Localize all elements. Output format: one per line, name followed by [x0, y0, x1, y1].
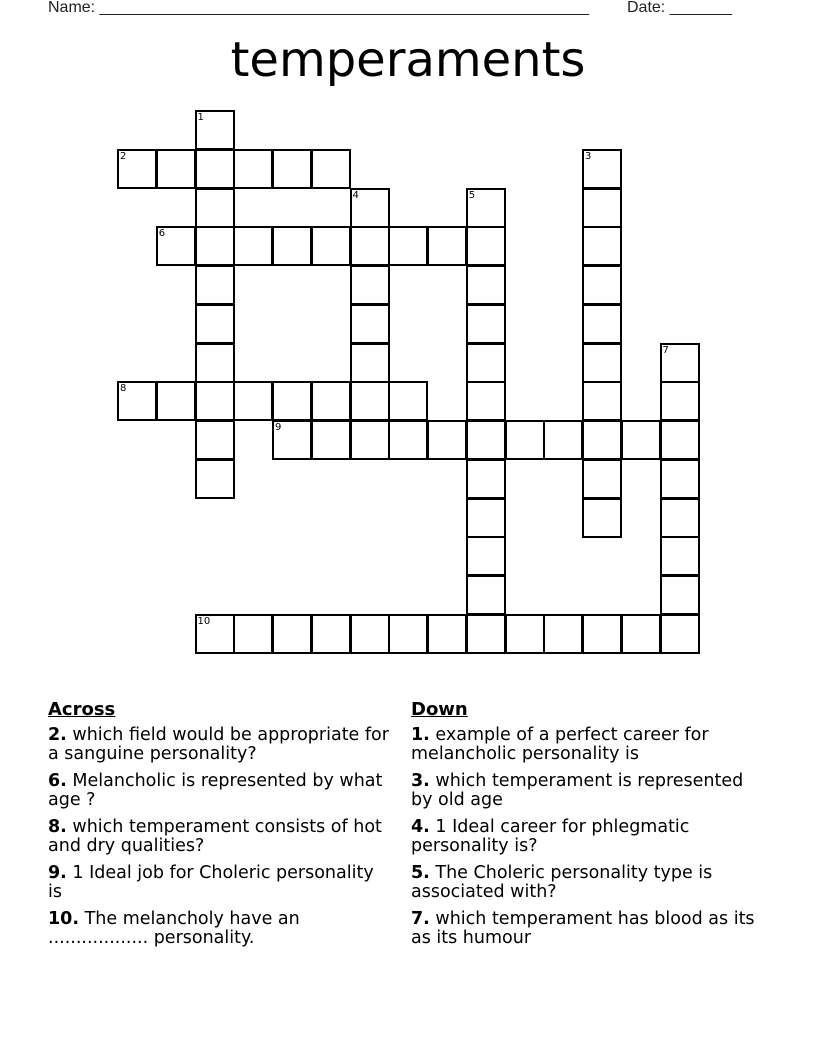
- grid-cell[interactable]: [466, 265, 506, 305]
- grid-cell[interactable]: [195, 188, 235, 228]
- grid-cell[interactable]: [272, 149, 312, 189]
- grid-cell[interactable]: [466, 536, 506, 576]
- grid-cell[interactable]: [350, 188, 390, 228]
- grid-cell[interactable]: [311, 381, 351, 421]
- grid-cell[interactable]: [660, 614, 700, 654]
- grid-cell[interactable]: [117, 381, 157, 421]
- grid-cell[interactable]: [272, 420, 312, 460]
- grid-cell[interactable]: [582, 459, 622, 499]
- across-clue: 8. which temperament consists of hot and dry qualities?: [48, 817, 382, 856]
- grid-cell[interactable]: [466, 459, 506, 499]
- name-field-label: Name: _______________________________________________________: [48, 0, 589, 16]
- grid-cell[interactable]: [195, 420, 235, 460]
- down-clue: 5. The Choleric personality type is associated with?: [411, 863, 713, 902]
- down-clue: 4. 1 Ideal career for phlegmatic personality is?: [411, 817, 690, 856]
- grid-cell[interactable]: [233, 614, 273, 654]
- grid-cell[interactable]: [427, 420, 467, 460]
- clue-number: 6: [158, 228, 166, 240]
- clue-number: 1: [197, 112, 204, 123]
- grid-cell[interactable]: [582, 265, 622, 305]
- grid-cell[interactable]: [582, 226, 622, 266]
- grid-cell[interactable]: [466, 381, 506, 421]
- across-clue: 6. Melancholic is represented by what age ?: [48, 771, 383, 810]
- grid-cell[interactable]: [195, 110, 235, 150]
- grid-cell[interactable]: [311, 226, 351, 266]
- grid-cell[interactable]: [466, 575, 506, 615]
- grid-cell[interactable]: [350, 226, 390, 266]
- clue-number: 4: [352, 189, 359, 201]
- grid-cell[interactable]: [660, 381, 700, 421]
- grid-cell[interactable]: [195, 614, 235, 654]
- grid-cell[interactable]: [272, 381, 312, 421]
- grid-cell[interactable]: [466, 614, 506, 654]
- grid-cell[interactable]: [543, 614, 583, 654]
- grid-cell[interactable]: [195, 149, 235, 189]
- grid-cell[interactable]: [272, 226, 312, 266]
- grid-cell[interactable]: [350, 304, 390, 344]
- grid-cell[interactable]: [311, 420, 351, 460]
- grid-cell[interactable]: [660, 536, 700, 576]
- grid-cell[interactable]: [466, 226, 506, 266]
- grid-cell[interactable]: [505, 614, 545, 654]
- grid-cell[interactable]: [543, 420, 583, 460]
- grid-cell[interactable]: [117, 149, 157, 189]
- grid-cell[interactable]: [660, 343, 700, 383]
- grid-cell[interactable]: [195, 304, 235, 344]
- down-clue: 3. which temperament is represented by old age: [411, 771, 744, 810]
- date-field-label: Date: _______: [627, 0, 732, 16]
- down-clue: 1. example of a perfect career for melancholic personality is: [411, 725, 709, 764]
- across-heading: Across: [48, 699, 116, 720]
- down-clues: [411, 700, 756, 956]
- grid-cell[interactable]: [311, 614, 351, 654]
- clue-number: 7: [662, 344, 669, 356]
- grid-cell[interactable]: [233, 226, 273, 266]
- grid-cell[interactable]: [582, 614, 622, 654]
- grid-cell[interactable]: [621, 614, 661, 654]
- grid-cell[interactable]: [582, 149, 622, 189]
- grid-cell[interactable]: [427, 226, 467, 266]
- clue-number: 9: [275, 422, 282, 433]
- grid-cell[interactable]: [156, 381, 196, 421]
- grid-cell[interactable]: [660, 459, 700, 499]
- across-clue: 10. The melancholy have an .................. personality.: [48, 909, 300, 948]
- grid-cell[interactable]: [156, 226, 196, 266]
- grid-cell[interactable]: [660, 420, 700, 460]
- grid-cell[interactable]: [466, 304, 506, 344]
- grid-cell[interactable]: [195, 226, 235, 266]
- grid-cell[interactable]: [233, 149, 273, 189]
- grid-cell[interactable]: [195, 265, 235, 305]
- page-title: temperaments: [230, 32, 586, 88]
- grid-cell[interactable]: [466, 188, 506, 228]
- grid-cell[interactable]: [505, 420, 545, 460]
- clue-number: 5: [468, 189, 476, 201]
- grid-cell[interactable]: [582, 381, 622, 421]
- grid-cell[interactable]: [350, 420, 390, 460]
- across-clue: 2. which field would be appropriate for a sanguine personality?: [48, 725, 389, 764]
- clue-number: 2: [120, 150, 127, 162]
- grid-cell[interactable]: [660, 498, 700, 538]
- grid-cell[interactable]: [350, 343, 390, 383]
- grid-cell[interactable]: [388, 381, 428, 421]
- clue-number: 10: [197, 615, 211, 627]
- grid-cell[interactable]: [466, 420, 506, 460]
- grid-cell[interactable]: [272, 614, 312, 654]
- grid-cell[interactable]: [582, 343, 622, 383]
- grid-cell[interactable]: [621, 420, 661, 460]
- grid-cell[interactable]: [466, 343, 506, 383]
- grid-cell[interactable]: [582, 420, 622, 460]
- grid-cell[interactable]: [388, 226, 428, 266]
- grid-cell[interactable]: [233, 381, 273, 421]
- grid-cell[interactable]: [582, 498, 622, 538]
- grid-cell[interactable]: [350, 614, 390, 654]
- grid-cell[interactable]: [156, 149, 196, 189]
- clue-number: 3: [585, 150, 592, 162]
- grid-cell[interactable]: [427, 614, 467, 654]
- grid-cell[interactable]: [311, 149, 351, 189]
- clue-number: 8: [120, 383, 127, 395]
- grid-cell[interactable]: [466, 498, 506, 538]
- grid-cell[interactable]: [195, 381, 235, 421]
- across-clues: [48, 700, 393, 956]
- grid-cell[interactable]: [388, 420, 428, 460]
- grid-cell[interactable]: [582, 188, 622, 228]
- down-clue: 7. which temperament has blood as its as its humour: [411, 909, 755, 948]
- grid-cell[interactable]: [195, 459, 235, 499]
- grid-cell[interactable]: [660, 575, 700, 615]
- across-clue: 9. 1 Ideal job for Choleric personality is: [48, 863, 374, 902]
- grid-cell[interactable]: [350, 265, 390, 305]
- down-heading: Down: [411, 699, 468, 720]
- grid-cell[interactable]: [195, 343, 235, 383]
- grid-cell[interactable]: [350, 381, 390, 421]
- grid-cell[interactable]: [388, 614, 428, 654]
- grid-cell[interactable]: [582, 304, 622, 344]
